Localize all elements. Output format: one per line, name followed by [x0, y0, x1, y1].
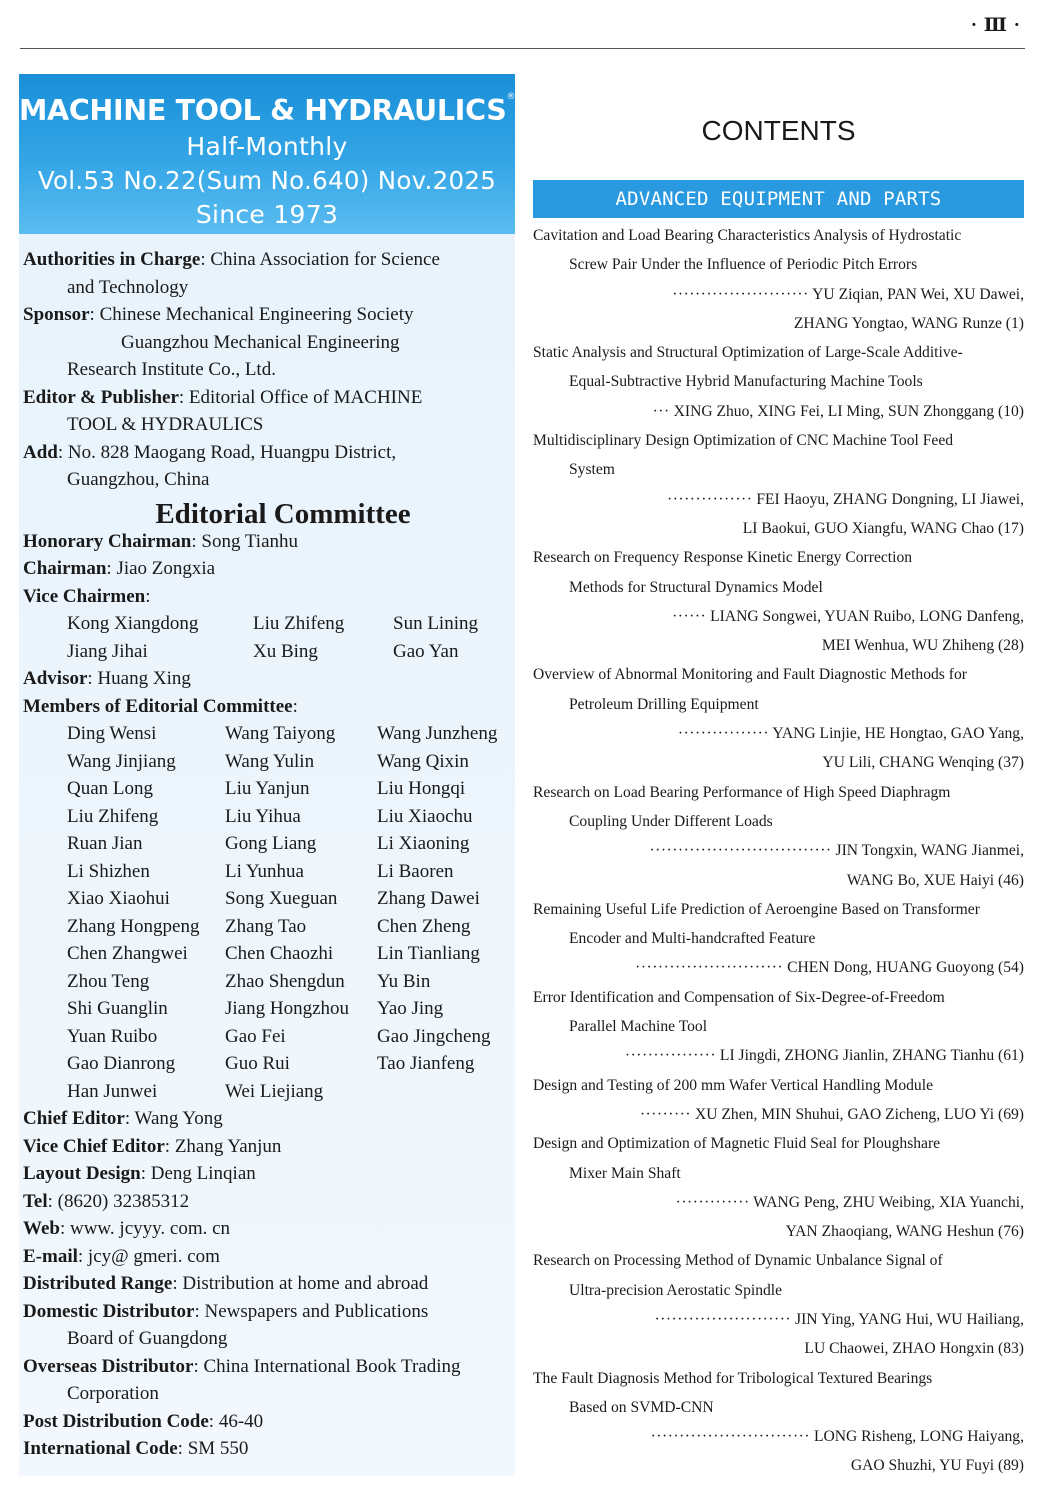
address-cont: Guangzhou, China: [67, 469, 210, 490]
registered-mark: ®: [506, 92, 516, 102]
table-of-contents: [533, 221, 1024, 1481]
committee-member: Yu Bin: [377, 970, 431, 992]
committee-member: Chen Chaozhi: [225, 943, 334, 964]
article-authors: ························ JIN Ying, YANG Hui, WU Hailiang,: [654, 1310, 1024, 1328]
chief-editor-row: Chief Editor: Wang Yong: [23, 1108, 223, 1129]
masthead-panel: [19, 74, 515, 1476]
vice-chairman: Xu Bing: [253, 640, 318, 662]
article-title[interactable]: Error Identification and Compensation of Six-Degree-of-Freedom: [533, 988, 945, 1006]
journal-banner: [19, 74, 515, 234]
article-title[interactable]: Remaining Useful Life Prediction of Aeroengine Based on Transformer: [533, 900, 980, 918]
post-code-row: Post Distribution Code: 46-40: [23, 1410, 264, 1432]
article-authors: ······ LIANG Songwei, YUAN Ruibo, LONG Danfeng,: [672, 607, 1024, 625]
committee-member: Gao Fei: [225, 1025, 286, 1047]
committee-member: Yao Jing: [377, 998, 444, 1019]
article-title-cont[interactable]: Screw Pair Under the Influence of Periodic Pitch Errors: [569, 256, 918, 274]
committee-member: Tao Jianfeng: [377, 1053, 475, 1074]
committee-member: Quan Long: [67, 778, 154, 799]
committee-member: Gao Jingcheng: [377, 1025, 491, 1047]
committee-member: Ding Wensi: [67, 723, 157, 744]
article-title[interactable]: Overview of Abnormal Monitoring and Fault Diagnostic Methods for: [533, 666, 967, 684]
article-authors-cont: ZHANG Yongtao, WANG Runze (1): [793, 314, 1024, 332]
vice-chairmen-label: Vice Chairmen:: [23, 585, 151, 607]
article-title[interactable]: Research on Frequency Response Kinetic Energy Correction: [533, 549, 913, 567]
members-label: Members of Editorial Committee:: [23, 695, 298, 717]
committee-member: Liu Yanjun: [225, 778, 310, 799]
vice-chairman: Kong Xiangdong: [67, 613, 199, 634]
committee-member: [377, 1078, 527, 1106]
chairman-row: Chairman: Jiao Zongxia: [23, 558, 216, 579]
committee-member: Liu Xiaochu: [377, 805, 473, 827]
article-authors-cont: MEI Wenhua, WU Zhiheng (28): [821, 637, 1024, 655]
article-title-cont[interactable]: Based on SVMD-CNN: [569, 1398, 714, 1416]
article-title-cont[interactable]: Mixer Main Shaft: [569, 1164, 681, 1182]
article-title[interactable]: Research on Processing Method of Dynamic Unbalance Signal of: [533, 1252, 943, 1270]
committee-member: Yuan Ruibo: [67, 1025, 158, 1047]
committee-member: Guo Rui: [225, 1053, 290, 1074]
since-year: Since 1973: [195, 200, 339, 229]
article-authors-cont: LI Baokui, GUO Xiangfu, WANG Chao (17): [742, 519, 1024, 537]
committee-member: Gong Liang: [225, 833, 317, 854]
committee-member: Wang Junzheng: [377, 723, 498, 744]
address-row: Add: No. 828 Maogang Road, Huangpu District,: [23, 441, 397, 463]
article-authors-cont: GAO Shuzhi, YU Fuyi (89): [850, 1457, 1024, 1475]
website-link[interactable]: www. jcyyy. com. cn: [69, 1218, 231, 1239]
article-authors: ································ JIN Tongxin, WANG Jianmei,: [649, 842, 1024, 860]
committee-member: Shi Guanglin: [67, 998, 168, 1019]
web-row: Web: www. jcyyy. com. cn: [23, 1218, 231, 1239]
article-title-cont[interactable]: Methods for Structural Dynamics Model: [569, 578, 823, 596]
article-authors: ················ YANG Linjie, HE Hongtao, GAO Yang,: [677, 725, 1024, 743]
journal-title: MACHINE TOOL & HYDRAULICS®: [19, 92, 516, 127]
article-authors-cont: LU Chaowei, ZHAO Hongxin (83): [804, 1340, 1024, 1358]
vice-chief-editor-row: Vice Chief Editor: Zhang Yanjun: [23, 1135, 282, 1157]
committee-member: Jiang Hongzhou: [225, 998, 350, 1019]
frequency: Half-Monthly: [186, 132, 348, 161]
overseas-row: Overseas Distributor: China International Book Trading: [23, 1355, 461, 1377]
email-link[interactable]: jcy@ gmeri. com: [87, 1245, 220, 1267]
sponsor-row: Sponsor: Chinese Mechanical Engineering Society: [23, 304, 414, 325]
sponsor-cont-2: Research Institute Co., Ltd.: [67, 359, 276, 380]
committee-member: Li Yunhua: [225, 860, 304, 882]
editor-row: Editor & Publisher: Editorial Office of MACHINE: [23, 386, 423, 408]
committee-member: Wei Liejiang: [225, 1080, 324, 1102]
committee-member: Zhang Tao: [225, 915, 307, 937]
tel-row: Tel: (8620) 32385312: [23, 1190, 190, 1212]
editor-cont: TOOL & HYDRAULICS: [67, 414, 264, 435]
committee-member: Wang Jinjiang: [67, 750, 176, 772]
article-authors-cont: WANG Bo, XUE Haiyi (46): [846, 871, 1024, 889]
article-title[interactable]: Static Analysis and Structural Optimization of Large-Scale Additive-: [533, 344, 963, 362]
article-title[interactable]: Design and Testing of 200 mm Wafer Vertical Handling Module: [533, 1076, 933, 1094]
committee-member: Wang Qixin: [377, 750, 469, 772]
article-title-cont[interactable]: Coupling Under Different Loads: [569, 812, 773, 830]
committee-member: Zhao Shengdun: [225, 970, 345, 992]
members-grid: [23, 720, 513, 1105]
article-title[interactable]: Multidisciplinary Design Optimization of CNC Machine Tool Feed: [533, 432, 954, 450]
committee-member: Wang Yulin: [225, 750, 315, 772]
committee-member: Li Xiaoning: [377, 833, 470, 854]
domestic-row: Domestic Distributor: Newspapers and Publications: [23, 1300, 429, 1322]
article-title-cont[interactable]: Ultra-precision Aerostatic Spindle: [569, 1281, 783, 1299]
article-title[interactable]: Design and Optimization of Magnetic Fluid Seal for Ploughshare: [533, 1135, 941, 1153]
vice-chairman: Sun Lining: [393, 613, 478, 634]
email-row: E-mail: jcy@ gmeri. com: [23, 1245, 220, 1267]
committee-heading: Editorial Committee: [155, 497, 411, 530]
article-authors: ··· XING Zhuo, XING Fei, LI Ming, SUN Zhonggang (10): [652, 402, 1024, 420]
article-authors: ············· WANG Peng, ZHU Weibing, XIA Yuanchi,: [675, 1193, 1024, 1211]
vice-chairmen-grid: [23, 610, 513, 665]
honorary-row: Honorary Chairman: Song Tianhu: [23, 530, 299, 552]
masthead-info: [23, 246, 513, 1463]
article-authors-cont: YU Lili, CHANG Wenqing (37): [822, 754, 1024, 772]
volume-issue: Vol.53 No.22(Sum No.640) Nov.2025: [37, 166, 497, 195]
article-title-cont[interactable]: Encoder and Multi-handcrafted Feature: [569, 930, 816, 948]
article-authors-cont: YAN Zhaoqiang, WANG Heshun (76): [785, 1223, 1024, 1241]
vice-chairman: Liu Zhifeng: [253, 613, 345, 634]
range-row: Distributed Range: Distribution at home and abroad: [23, 1273, 429, 1294]
committee-member: Liu Zhifeng: [67, 805, 159, 827]
committee-member: Zhang Dawei: [377, 888, 480, 909]
header-rule: [20, 48, 1025, 49]
article-authors: ··············· FEI Haoyu, ZHANG Dongning, LI Jiawei,: [667, 490, 1024, 508]
committee-member: Chen Zheng: [377, 915, 471, 937]
committee-member: Li Baoren: [377, 860, 454, 882]
committee-member: Zhang Hongpeng: [67, 915, 200, 937]
article-authors: ························ YU Ziqian, PAN Wei, XU Dawei,: [672, 285, 1024, 303]
section-header: ADVANCED EQUIPMENT AND PARTS: [533, 180, 1024, 218]
article-title[interactable]: Cavitation and Load Bearing Characteristics Analysis of Hydrostatic: [533, 227, 962, 244]
committee-member: Ruan Jian: [67, 833, 143, 854]
domestic-cont: Board of Guangdong: [67, 1328, 228, 1349]
article-title[interactable]: The Fault Diagnosis Method for Tribological Textured Bearings: [533, 1369, 933, 1387]
article-title-cont[interactable]: System: [569, 461, 615, 479]
article-title[interactable]: Research on Load Bearing Performance of High Speed Diaphragm: [533, 783, 951, 801]
committee-member: Liu Hongqi: [377, 778, 466, 799]
committee-member: Liu Yihua: [225, 805, 301, 827]
vice-chairman: Jiang Jihai: [67, 640, 148, 662]
committee-member: Song Xueguan: [225, 888, 338, 909]
committee-member: Lin Tianliang: [377, 943, 480, 964]
authorities-row: Authorities in Charge: China Association for Science: [23, 249, 440, 270]
overseas-cont: Corporation: [67, 1383, 159, 1404]
committee-member: Zhou Teng: [67, 970, 150, 992]
page-number: · Ⅲ ·: [970, 15, 1021, 36]
article-title-cont[interactable]: Equal-Subtractive Hybrid Manufacturing Machine Tools: [569, 373, 923, 391]
committee-member: Li Shizhen: [67, 860, 150, 882]
committee-member: Gao Dianrong: [67, 1053, 176, 1074]
contents-title: CONTENTS: [701, 115, 856, 146]
vice-chairman: Gao Yan: [393, 640, 459, 662]
layout-design-row: Layout Design: Deng Linqian: [23, 1163, 256, 1184]
intl-code-row: International Code: SM 550: [23, 1438, 249, 1459]
sponsor-cont: Guangzhou Mechanical Engineering: [121, 331, 400, 353]
article-authors: ···························· LONG Risheng, LONG Haiyang,: [650, 1428, 1024, 1446]
article-authors: ················ LI Jingdi, ZHONG Jianlin, ZHANG Tianhu (61): [624, 1047, 1024, 1065]
advisor-row: Advisor: Huang Xing: [23, 668, 191, 689]
committee-member: Xiao Xiaohui: [67, 888, 170, 909]
article-title-cont[interactable]: Parallel Machine Tool: [569, 1018, 708, 1036]
committee-member: Han Junwei: [67, 1080, 158, 1102]
article-title-cont[interactable]: Petroleum Drilling Equipment: [569, 695, 759, 713]
authorities-cont: and Technology: [67, 276, 189, 298]
committee-member: Wang Taiyong: [225, 723, 336, 744]
article-authors: ·························· CHEN Dong, HUANG Guoyong (54): [635, 959, 1024, 977]
article-authors: ········· XU Zhen, MIN Shuhui, GAO Zicheng, LUO Yi (69): [639, 1105, 1024, 1123]
committee-member: Chen Zhangwei: [67, 943, 188, 964]
